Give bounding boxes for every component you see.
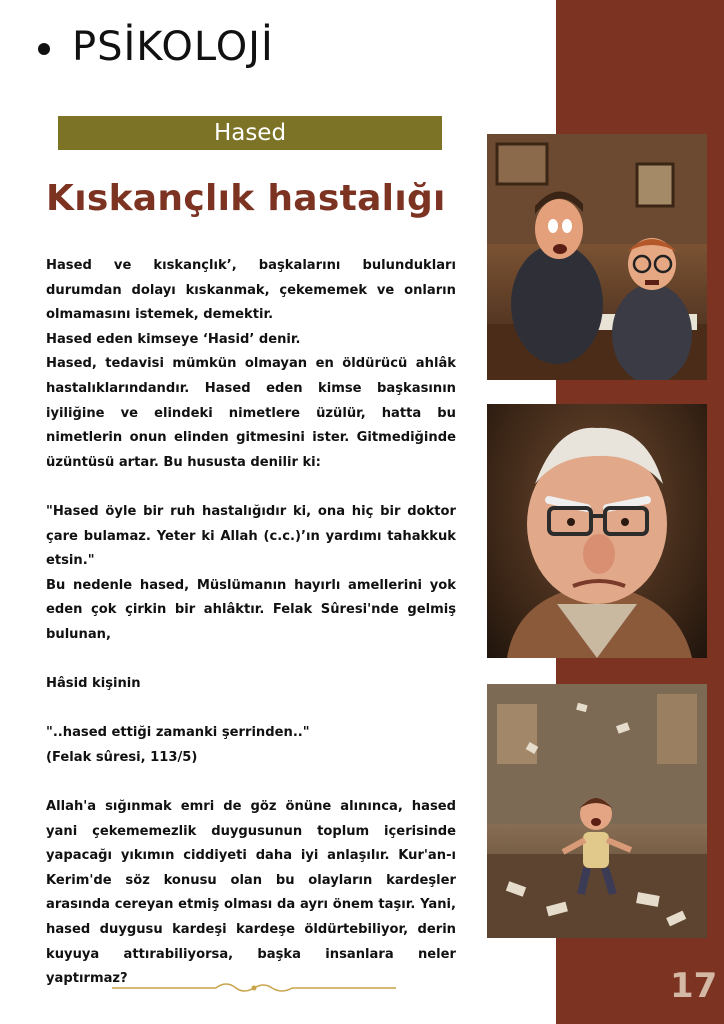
paragraph: Hased eden kimseye ‘Hasid’ denir. — [46, 331, 301, 347]
illustration-angry-old-man — [487, 404, 707, 658]
paragraph: Hâsid kişinin — [46, 676, 141, 692]
section-title — [38, 24, 274, 70]
paragraph: Hased ve kıskançlık’, başkalarını bulundukları durumdan dolayı kıskanmak, çekememek ve onların olmamasını istemek, demektir. — [46, 258, 456, 323]
page-number: 17 — [670, 966, 718, 1006]
illustration-messy-room-boy — [487, 684, 707, 938]
article-body — [46, 254, 456, 992]
paragraph: Hased, tedavisi mümkün olmayan en öldürücü ahlâk hastalıklarındandır. Hased eden kimse başkasının iyiliğine ve elindeki nimetlere üzülür, hatta bu nimetlerin onun elinden gitmesini ister. Gitmediğinde üzüntüsü artar. Bu hususta denilir ki: — [46, 356, 456, 470]
paragraph: Bu nedenle hased, Müslümanın hayırlı amellerini yok eden çok çirkin bir ahlâktır. Felak Sûresi'nde gelmiş bulunan, — [46, 577, 456, 642]
section-title-text: PSİKOLOJİ — [72, 24, 274, 70]
quote-source: (Felak sûresi, 113/5) — [46, 749, 198, 765]
paragraph: "Hased öyle bir ruh hastalığıdır ki, ona hiç bir doktor çare bulamaz. Yeter ki Allah (c.c.)’ın yardımı tahakkuk etsin." — [46, 503, 456, 569]
quote: "..hased ettiği zamanki şerrinden.." — [46, 725, 310, 741]
bullet-icon — [38, 43, 50, 55]
topic-label: Hased — [58, 116, 442, 150]
paragraph: Allah'a sığınmak emri de göz önüne alınınca, hased yani çekememezlik duygusunun toplum içerisinde yapacağı yıkımın ciddiyeti daha iyi anlaşılır. Kur'an-ı Kerim'de söz konusu olan bu olayların kardeşler arasında cereyan etmiş olması da ayrı önem taşır. Yani, hased duygusu kardeşi kardeşe öldürtebiliyor, derin kuyuya attırabiliyorsa, başka insanlara neler yaptırmaz? — [46, 799, 456, 987]
illustration-office-workers — [487, 134, 707, 380]
decorative-ornament — [112, 978, 396, 998]
page-headline: Kıskançlık hastalığı — [46, 178, 446, 219]
